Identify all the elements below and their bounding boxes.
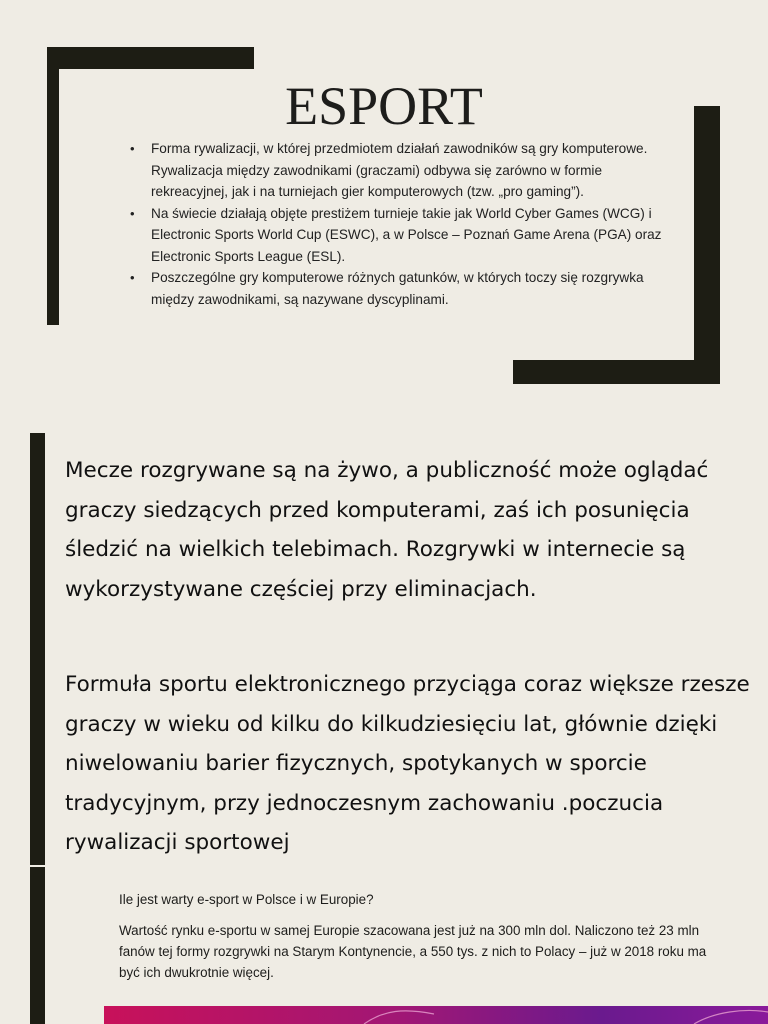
market-question: Ile jest warty e-sport w Polsce i w Europie? xyxy=(119,892,374,907)
bullet-item xyxy=(130,267,675,310)
market-answer: Wartość rynku e-sportu w samej Europie szacowana jest już na 300 mln dol. Naliczono też 23 mln fanów tej formy rozgrywki na Starym Kontynencie, a 550 tys. z nich to Polacy – już w 2018 roku ma być ich dwukrotnie więcej. xyxy=(119,923,707,980)
paragraph-live-matches: Mecze rozgrywane są na żywo, a publiczność może oglądać graczy siedzących przed komputerami, zaś ich posunięcia śledzić na wielkich telebimach. Rozgrywki w internecie są wykorzystywane częściej przy eliminacjach. xyxy=(65,458,709,602)
frame-top-left-horizontal xyxy=(47,47,254,69)
bullet-dot-icon: • xyxy=(130,141,135,156)
frame-bottom-right-vertical xyxy=(694,106,720,384)
slide2-left-bar xyxy=(30,433,45,865)
bullet-item xyxy=(130,138,675,203)
slide3-left-bar xyxy=(30,867,45,1024)
bullet-text: Poszczególne gry komputerowe różnych gatunków, w których toczy się rozgrywka między zawodnikami, są nazywane dyscyplinami. xyxy=(151,270,644,307)
bullet-item xyxy=(130,203,675,268)
bullet-list xyxy=(130,138,675,310)
bullet-text: Na świecie działają objęte prestiżem turnieje takie jak World Cyber Games (WCG) i Electronic Sports World Cup (ESWC), a w Polsce – Poznań Game Arena (PGA) oraz Electronic Sports League (ESL). xyxy=(151,205,662,264)
bullet-dot-icon: • xyxy=(130,205,135,221)
decorative-gradient-band xyxy=(104,1006,768,1024)
paragraph-formula: Formuła sportu elektronicznego przyciąga coraz większe rzesze graczy w wieku od kilku do kilkudziesięciu lat, głównie dzięki niwelowaniu barier fizycznych, spotykanych w sporcie tradycyjnym, przy jednoczesnym zachowaniu .poczucia rywalizacji sportowej xyxy=(65,672,750,855)
slide-title: ESPORT xyxy=(285,76,483,136)
bullet-dot-icon: • xyxy=(130,270,135,285)
frame-bottom-right-horizontal xyxy=(513,360,720,384)
decorative-curves-icon xyxy=(104,1006,768,1024)
bullet-text: Forma rywalizacji, w której przedmiotem działań zawodników są gry komputerowe. Rywalizacja między zawodnikami (graczami) odbywa się zarówno w formie rekreacyjnej, jak i na turniejach gier komputerowych (tzw. „pro gaming”). xyxy=(151,141,648,199)
